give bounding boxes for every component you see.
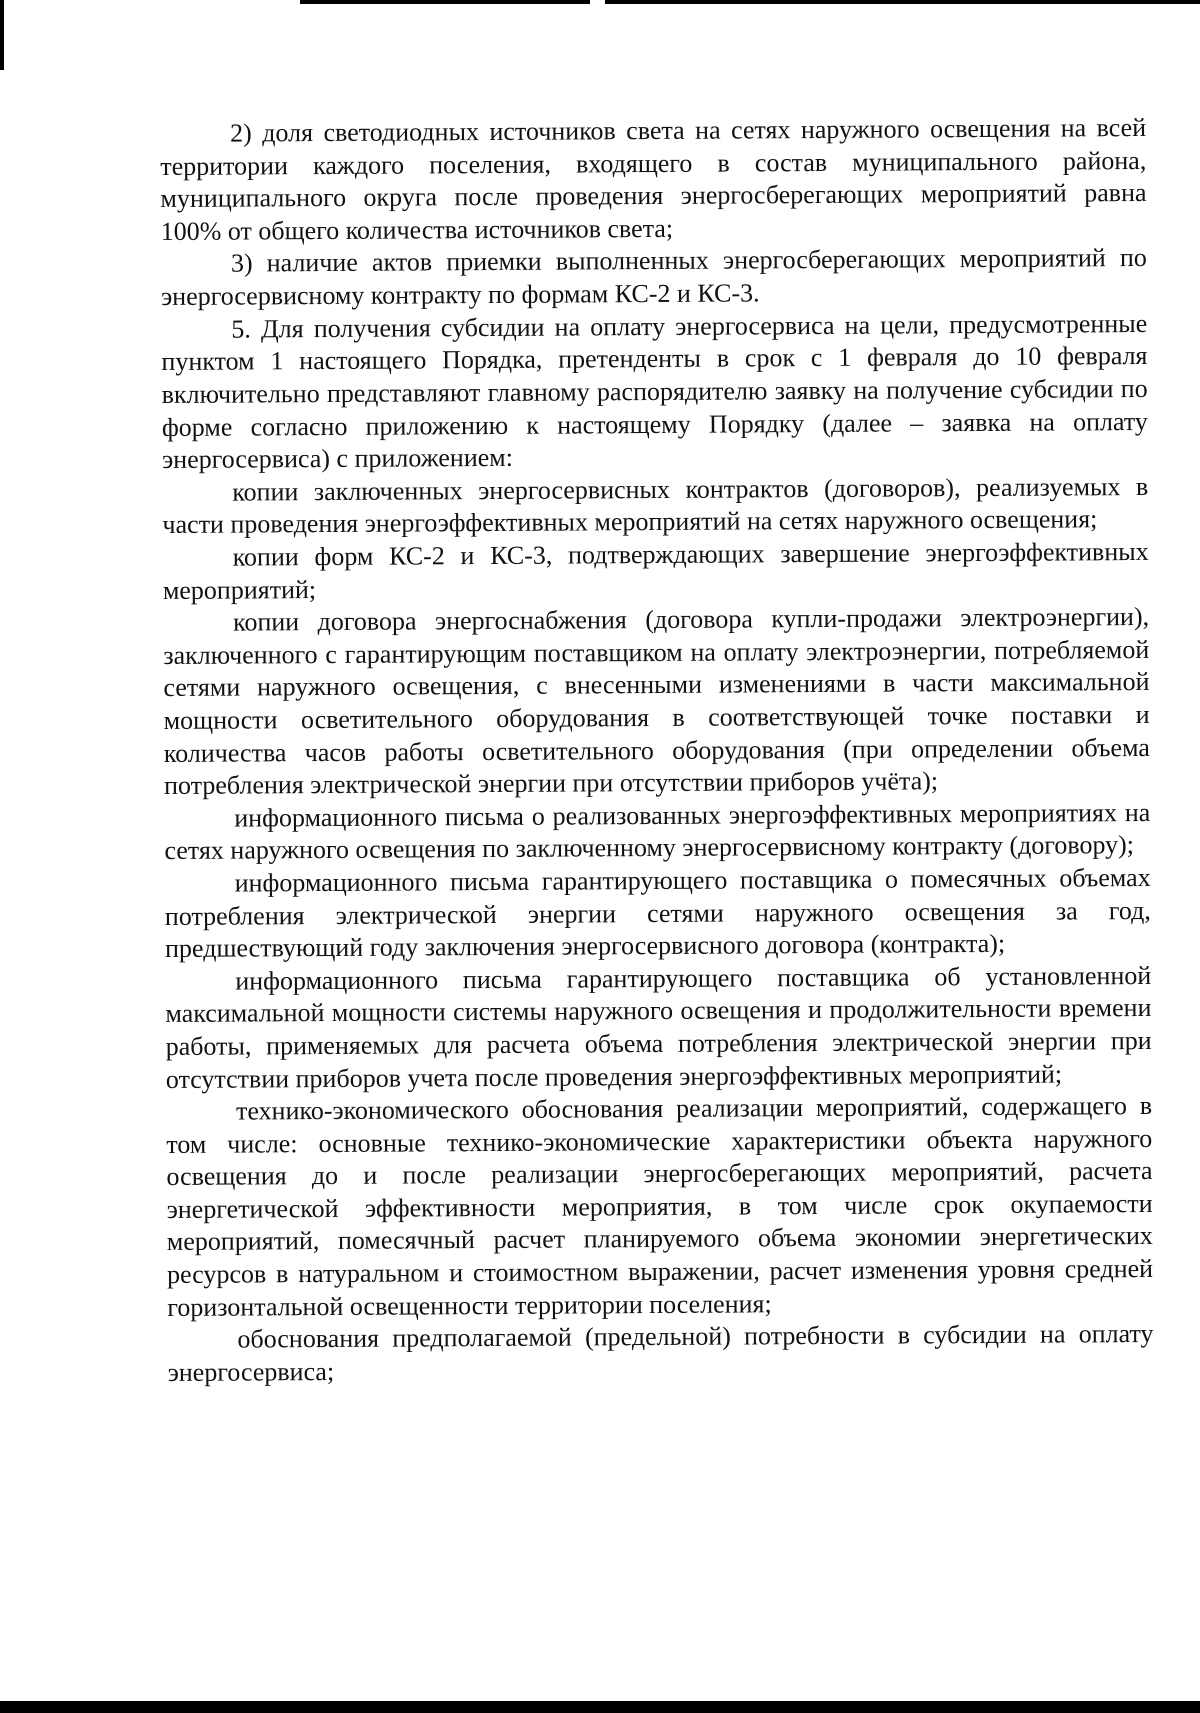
scan-border-top <box>300 0 590 4</box>
paragraph: информационного письма о реализованных энергоэффективных мероприятиях на сетях наружного освещения по заключенному энергосервисному контракту (договору); <box>164 797 1151 866</box>
paragraph: технико-экономического обоснования реализации мероприятий, содержащего в том числе: основные технико-экономические характеристики объекта наружного освещения до и после реализации энергосберегающих мероприятий, расчета энергетической эффективности мероприятия, в том числе срок окупаемости мероприятий, помесячный расчет планируемого объема экономии энергетических ресурсов в натуральном и стоимостном выражении, расчет изменения уровня средней горизонтальной освещенности территории поселения; <box>166 1091 1154 1322</box>
document-body <box>160 112 1154 1389</box>
paragraph: обоснования предполагаемой (предельной) потребности в субсидии на оплату энергосервиса; <box>167 1319 1154 1387</box>
paragraph: копии договора энергоснабжения (договора купли-продажи электроэнергии), заключенного с гарантирующим поставщиком на оплату электроэнергии, потребляемой сетями наружного освещения, с внесенными изменениями в части максимальной мощности осветительного оборудования в соответствующей точке поставки и количества часов работы осветительного оборудования (при определении объема потребления электрической энергии при отсутствии приборов учёта); <box>163 602 1150 801</box>
paragraph: 3) наличие актов приемки выполненных энергосберегающих мероприятий по энергосервисному контракту по формам КС-2 и КС-3. <box>161 243 1147 312</box>
paragraph: информационного письма гарантирующего поставщика о помесячных объемах потребления электрической энергии сетями наружного освещения за год, предшествующий году заключения энергосервисного договора (контракта); <box>164 862 1151 964</box>
paragraph: информационного письма гарантирующего поставщика об установленной максимальной мощности системы наружного освещения и продолжительности времени работы, применяемых для расчета объема потребления электрической энергии при отсутствии приборов учета после проведения энергоэффективных мероприятий; <box>165 960 1152 1094</box>
paragraph: копии заключенных энергосервисных контрактов (договоров), реализуемых в части проведения энергоэффективных мероприятий на сетях наружного освещения; <box>162 471 1149 540</box>
scan-border-bottom <box>0 1701 1200 1713</box>
scan-border-left <box>0 0 4 70</box>
paragraph: 2) доля светодиодных источников света на сетях наружного освещения на всей территории каждого поселения, входящего в состав муниципального района, муниципального округа после проведения энергосберегающих мероприятий равна 100% от общего количества источников света; <box>160 112 1147 246</box>
paragraph: 5. Для получения субсидии на оплату энергосервиса на цели, предусмотренные пунктом 1 настоящего Порядка, претенденты в срок с 1 февраля до 10 февраля включительно представляют главному распорядителю заявку на получение субсидии по форме согласно приложению к настоящему Порядку (далее – заявка на оплату энергосервиса) с приложением: <box>161 308 1148 475</box>
paragraph: копии форм КС-2 и КС-3, подтверждающих завершение энергоэффективных мероприятий; <box>162 536 1149 605</box>
scan-border-top <box>605 0 1200 4</box>
